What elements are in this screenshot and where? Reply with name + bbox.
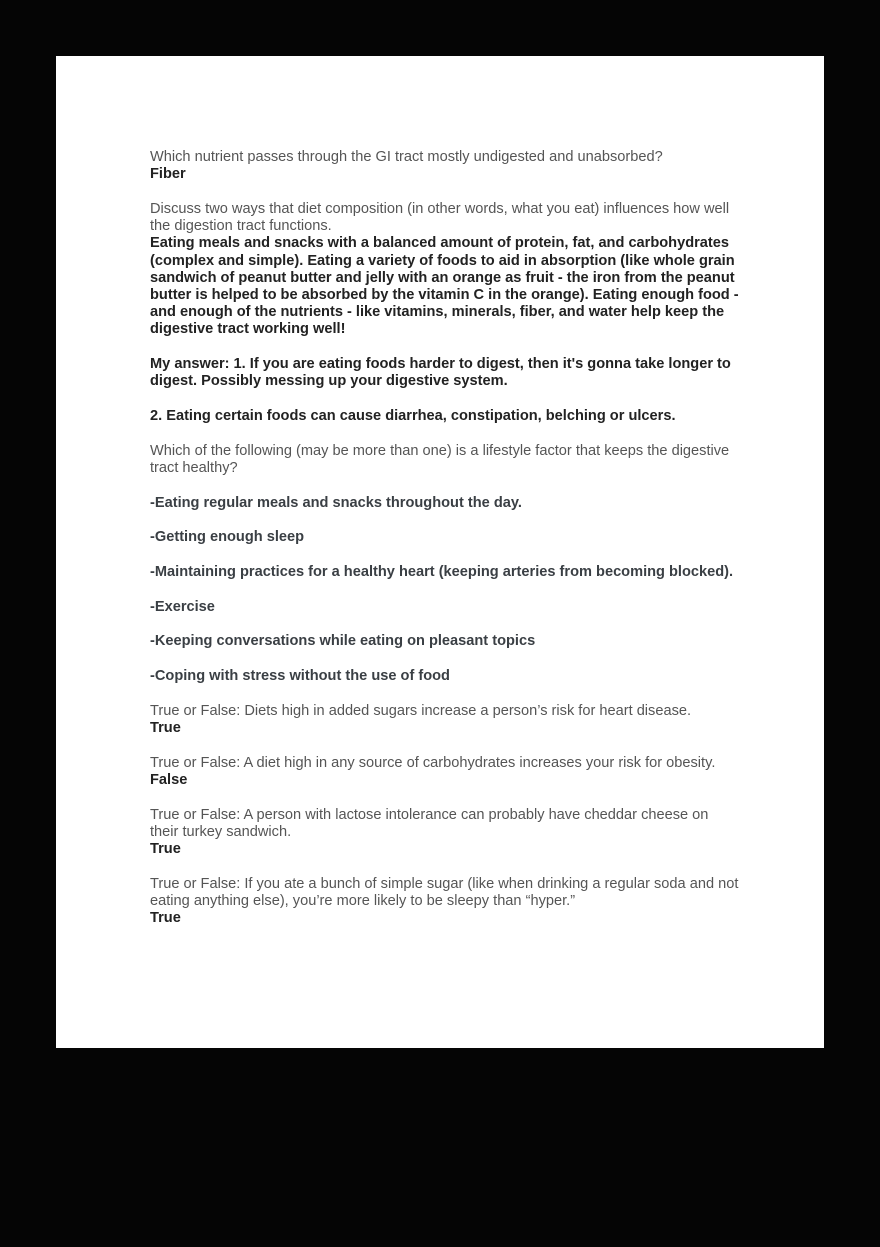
question-text: True or False: If you ate a bunch of simple sugar (like when drinking a regular soda and not eating anything else), you’re more likely to be sleepy than “hyper.” [150,875,739,909]
option-item: -Keeping conversations while eating on pleasant topics [150,633,536,650]
question-text: True or False: A person with lactose intolerance can probably have cheddar cheese on their turkey sandwich. [150,806,709,840]
qa-carbohydrates-obesity [150,755,740,789]
question-text: True or False: Diets high in added sugars increase a person’s risk for heart disease. [150,702,692,719]
qa-lactose-intolerance [150,807,740,859]
document-content [150,149,740,927]
option-item: -Eating regular meals and snacks throughout the day. [150,494,522,511]
option-item: -Getting enough sleep [150,529,305,546]
option-item: -Coping with stress without the use of food [150,668,450,685]
qa-added-sugars [150,703,740,737]
answer-text: True [150,840,181,857]
answer-text: True [150,719,181,736]
answer-text: Eating meals and snacks with a balanced amount of protein, fat, and carbohydrates (complex and simple). Eating a variety of foods to aid in absorption (like whole grain sandwich of peanut butter and jelly with an orange as fruit - the iron from the peanut butter is helped to be absorbed by the vitamin C in the orange). Eating enough food - and enough of the nutrients - like vitamins, minerals, fiber, and water help keep the digestive tract working well! [150,235,739,338]
qa-fiber [150,149,740,183]
qa-simple-sugar [150,876,740,928]
question-text: Which nutrient passes through the GI tract mostly undigested and unabsorbed? [150,149,663,165]
qa-diet-composition [150,201,740,425]
document-page [56,56,824,1048]
option-item: -Exercise [150,598,215,615]
my-answer-2: 2. Eating certain foods can cause diarrhea, constipation, belching or ulcers. [150,407,676,424]
question-text: Discuss two ways that diet composition (in other words, what you eat) influences how well the digestion tract functions. [150,200,730,235]
question-text: Which of the following (may be more than one) is a lifestyle factor that keeps the digestive tract healthy? [150,442,730,476]
qa-lifestyle-factors [150,443,740,686]
answer-text: Fiber [150,166,186,183]
question-text: True or False: A diet high in any source of carbohydrates increases your risk for obesity. [150,754,716,771]
my-answer-1: My answer: 1. If you are eating foods harder to digest, then it's gonna take longer to digest. Possibly messing up your digestive system. [150,356,731,390]
answer-text: False [150,771,188,788]
answer-text: True [150,910,181,927]
option-item: -Maintaining practices for a healthy heart (keeping arteries from becoming blocked). [150,563,734,580]
